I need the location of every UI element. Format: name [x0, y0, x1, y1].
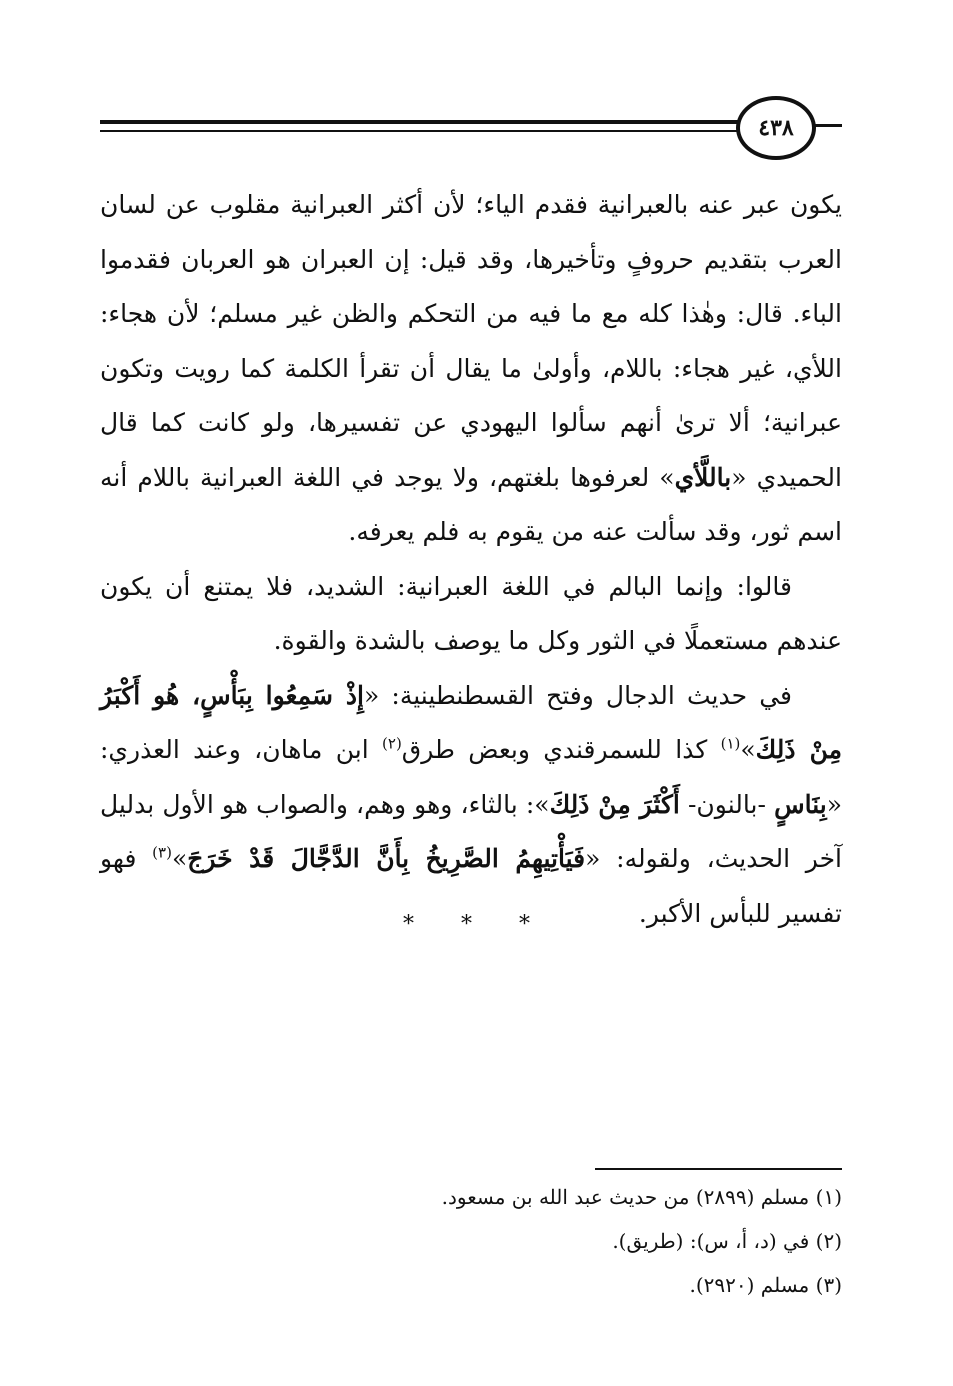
footnote-3: (٣) مسلم (٢٩٢٠).: [689, 1273, 842, 1297]
p3-text-g: »: [171, 844, 188, 873]
paragraph-1-text: يكون عبر عنه بالعبرانية فقدم الياء؛ لأن أكثر العبرانية مقلوب عن لسان العرب بتقديم حروفٍ وتأخيرها، وقد قيل: إن العبران هو العربان فقدموا الباء. قال: وهٰذا كله مع ما فيه من التحكم والظن غير مسلم؛ لأن هجاء: اللأي، غير هجاء: باللام، وأولىٰ ما يقال أن تقرأ الكلمة كما رويت وتكون عبرانية؛ ألا ترىٰ أنهم سألوا اليهودي عن تفسيرها، ولو كانت كما قال الحميدي «: [100, 190, 842, 492]
footnote-rule: [595, 1168, 842, 1170]
page-number: ٤٣٨: [736, 96, 816, 160]
hadith-quote-3: فَيَأْتِيهِمُ الصَّرِيخُ بِأَنَّ الدَّجَّالَ قَدْ خَرَجَ: [187, 844, 586, 873]
paragraph-1-end: » لعرفوها بلغتهم، ولا يوجد في اللغة العبرانية باللام أنه اسم ثور، وقد سألت عنه من يقوم به فلم يعرفه.: [100, 462, 842, 546]
footnote-ref-3: (٣): [152, 843, 172, 862]
paragraph-1: [100, 178, 842, 560]
footnote-1: (١) مسلم (٢٨٩٩) من حديث عبد الله بن مسعود.: [441, 1185, 842, 1209]
footnote-ref-2: (٢): [382, 734, 402, 753]
p3-text-e: -بالنون-: [679, 789, 775, 819]
header-rule-right: [812, 124, 842, 127]
header-rule-top: [100, 120, 740, 124]
paragraph-2: قالوا: وإنما البالم في اللغة العبرانية: الشديد، فلا يمتنع أن يكون عندهم مستعملًا في الثور وكل ما يوصف بالشدة والقوة.: [100, 571, 842, 655]
footnotes: [100, 1175, 842, 1307]
p3-text-b: »: [740, 735, 756, 764]
header-rule-bottom: [100, 130, 740, 132]
paragraph-3: [100, 669, 842, 942]
p3-text-a: في حديث الدجال وفتح القسطنطينية: «: [363, 680, 792, 710]
p3-text-c: كذا للسمرقندي وبعض طرق: [401, 735, 721, 764]
hadith-quote-1: إِذْ سَمِعُوا بِبَأْسٍ، هُو أَكْبَرُ مِنْ ذَلِكَ: [100, 680, 842, 764]
paragraph-1-bold: باللَّأي: [674, 462, 732, 492]
p3-text-f: »: بالثاء، وهو وهم، والصواب هو الأول بدليل آخر الحديث، ولقوله: «: [100, 789, 842, 873]
footnote-ref-1: (١): [720, 734, 741, 753]
hadith-quote-2b: أَكْثَرَ مِنْ ذَلِكَ: [549, 789, 680, 819]
main-text: [100, 178, 842, 941]
section-separator: * * *: [403, 912, 550, 937]
p3-text-d: ابن ماهان، وعند العذري: «: [100, 735, 842, 819]
p3-text-h: فهو تفسير للبأس الأكبر.: [100, 844, 842, 928]
footnote-2: (٢) في (د، أ، س): (طريق).: [612, 1229, 842, 1253]
hadith-quote-2a: بِنَاسٍ: [774, 789, 827, 819]
